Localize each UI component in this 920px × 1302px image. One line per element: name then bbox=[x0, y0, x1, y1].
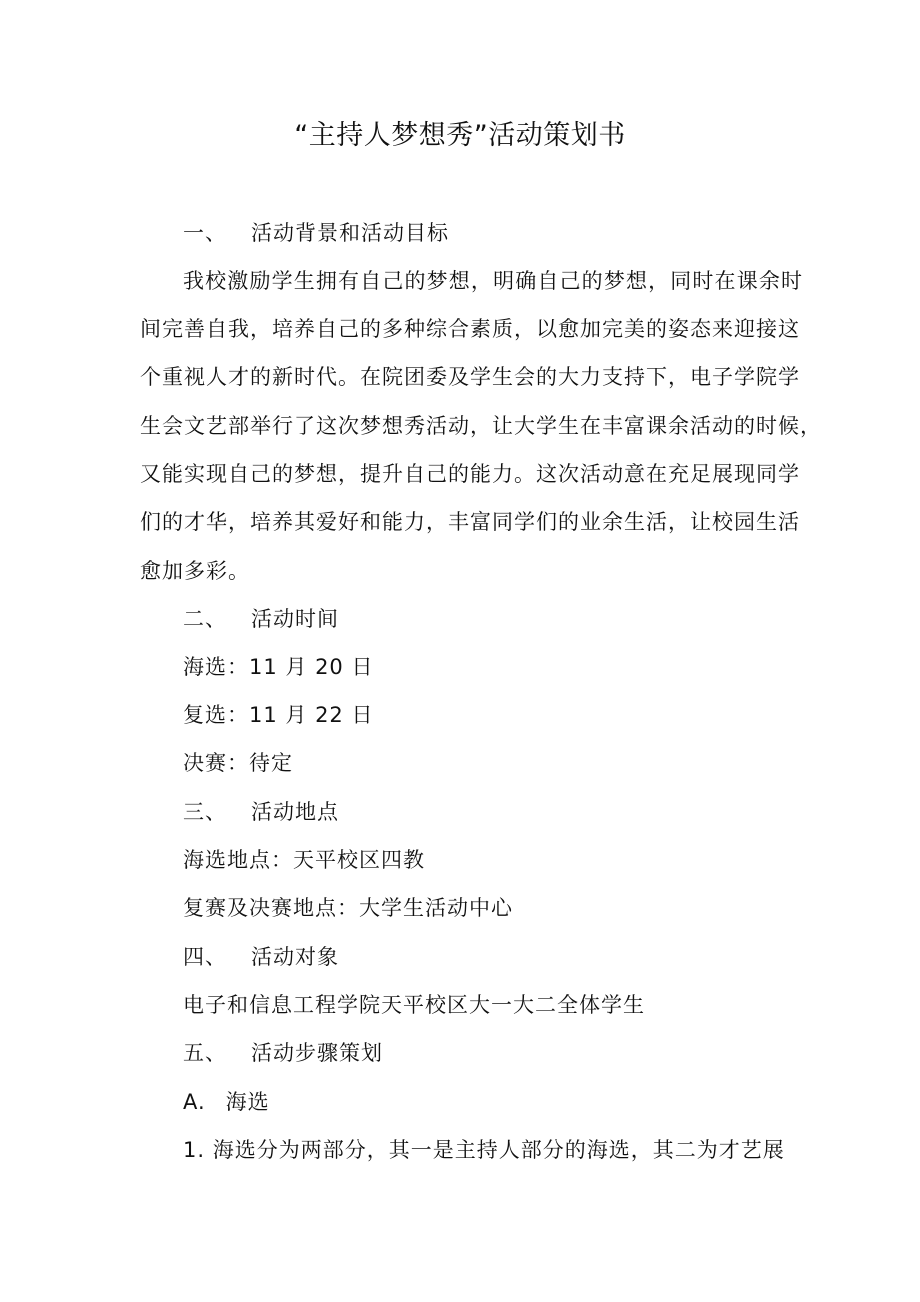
target-audience: 电子和信息工程学院天平校区大一大二全体学生 bbox=[183, 993, 645, 1017]
paragraph-line: 又能实现自己的梦想，提升自己的能力。这次活动意在充足展现同学 bbox=[140, 462, 800, 486]
section-title: 活动时间 bbox=[251, 607, 339, 631]
time-rematch: 复选：11 月 22 日 bbox=[183, 703, 374, 727]
section-heading-5 bbox=[183, 1038, 803, 1068]
section-title: 活动步骤策划 bbox=[251, 1041, 383, 1065]
paragraph-line: 个重视人才的新时代。在院团委及学生会的大力支持下，电子学院学 bbox=[140, 365, 800, 389]
subsection-label: A. bbox=[183, 1090, 206, 1114]
section-number: 四、 bbox=[183, 945, 227, 969]
section-number: 三、 bbox=[183, 800, 227, 824]
section-title: 活动对象 bbox=[251, 945, 339, 969]
time-final: 决赛：待定 bbox=[183, 751, 293, 775]
section-title: 活动地点 bbox=[251, 800, 339, 824]
paragraph-line: 生会文艺部举行了这次梦想秀活动，让大学生在丰富课余活动的时候， bbox=[140, 414, 822, 438]
time-audition: 海选：11 月 20 日 bbox=[183, 655, 374, 679]
subsection-heading-a bbox=[183, 1087, 803, 1117]
list-item: 1. 海选分为两部分，其一是主持人部分的海选，其二为才艺展 bbox=[183, 1138, 785, 1162]
place-final: 复赛及决赛地点：大学生活动中心 bbox=[183, 896, 513, 920]
place-audition: 海选地点：天平校区四教 bbox=[183, 848, 425, 872]
section-number: 五、 bbox=[183, 1041, 227, 1065]
section-heading-4 bbox=[183, 942, 803, 972]
section-title: 活动背景和活动目标 bbox=[251, 221, 449, 245]
paragraph-line: 间完善自我，培养自己的多种综合素质，以愈加完美的姿态来迎接这 bbox=[140, 317, 800, 341]
paragraph-line: 们的才华，培养其爱好和能力，丰富同学们的业余生活，让校园生活 bbox=[140, 510, 800, 534]
paragraph-line: 愈加多彩。 bbox=[140, 559, 250, 583]
subsection-title: 海选 bbox=[225, 1090, 270, 1114]
section-heading-2 bbox=[183, 604, 803, 634]
paragraph-line: 我校激励学生拥有自己的梦想，明确自己的梦想，同时在课余时 bbox=[183, 269, 803, 293]
section-number: 一、 bbox=[183, 221, 227, 245]
section-heading-3 bbox=[183, 797, 803, 827]
section-heading-1 bbox=[183, 218, 803, 248]
document-title: “主持人梦想秀”活动策划书 bbox=[294, 120, 626, 151]
section-number: 二、 bbox=[183, 607, 227, 631]
